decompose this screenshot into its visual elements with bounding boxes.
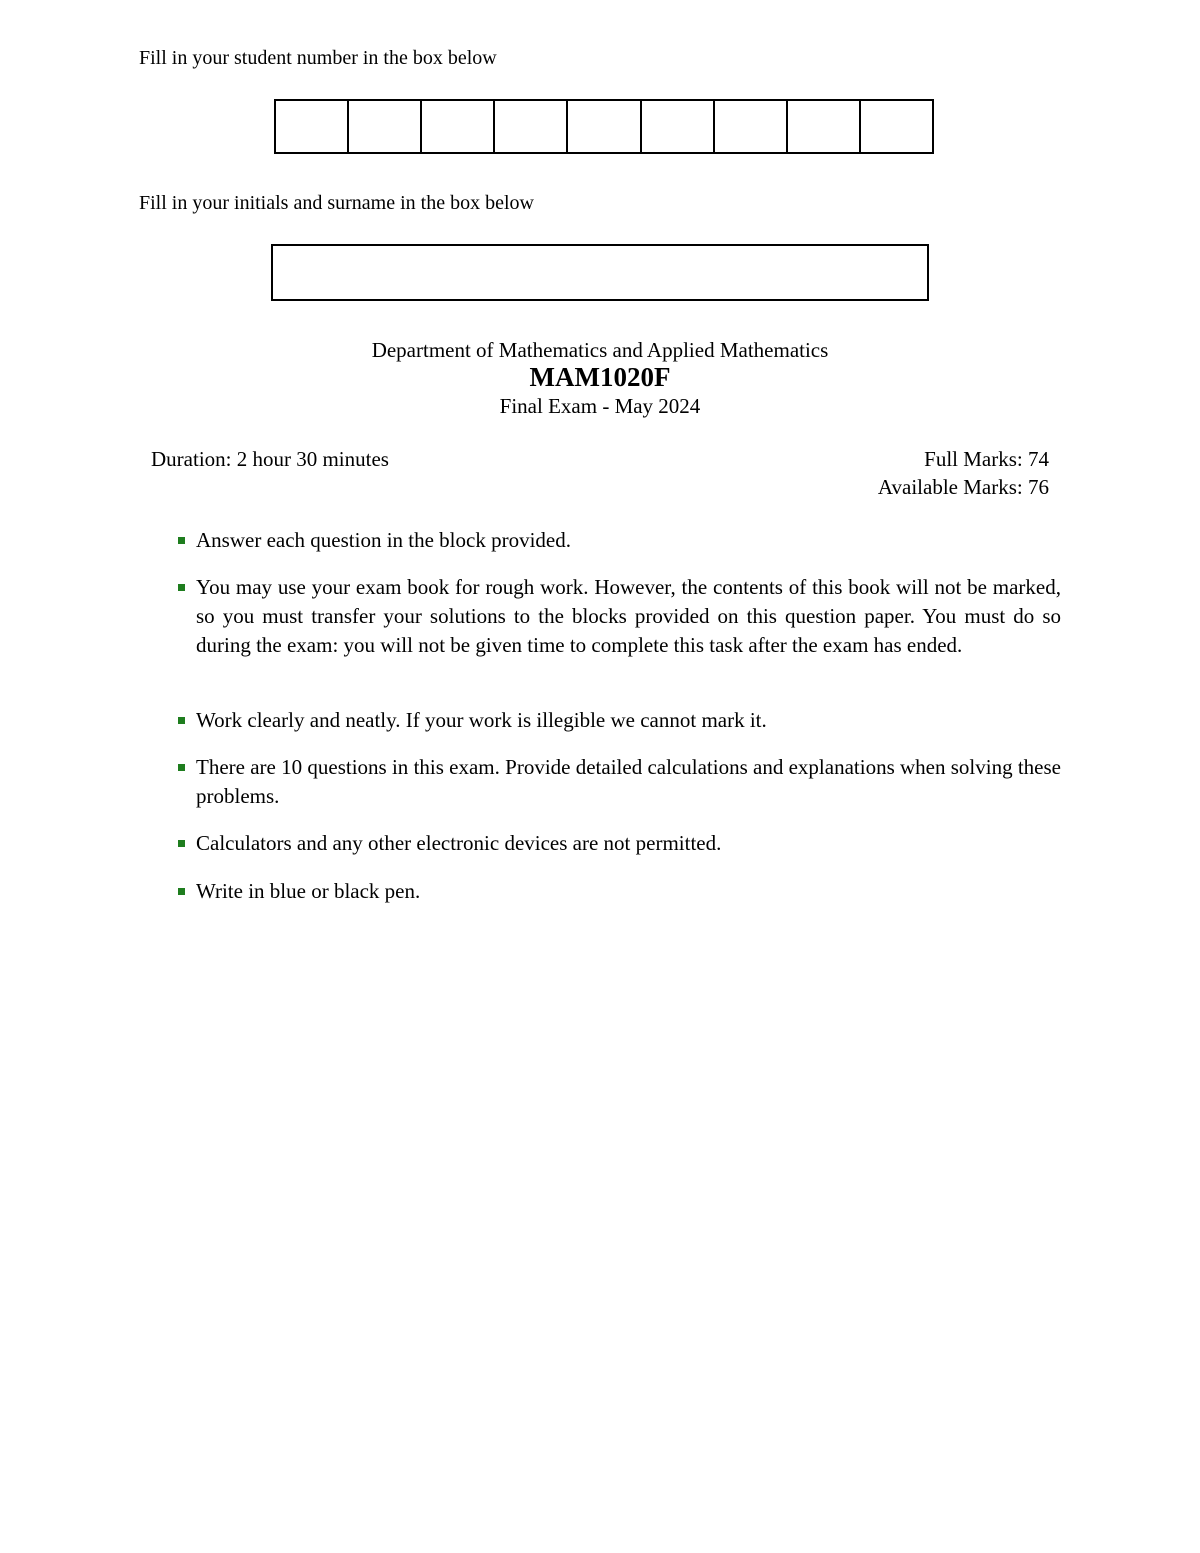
square-bullet-icon	[178, 717, 185, 724]
instruction-item	[196, 706, 1061, 735]
instruction-item	[196, 526, 1061, 555]
instruction-text: Calculators and any other electronic devices are not permitted.	[196, 831, 722, 855]
square-bullet-icon	[178, 537, 185, 544]
student-number-grid	[274, 99, 934, 154]
instruction-item	[196, 877, 1061, 906]
instruction-item	[196, 753, 1061, 811]
student-number-prompt: Fill in your student number in the box below	[139, 47, 497, 69]
department-name: Department of Mathematics and Applied Mathematics	[371, 338, 829, 362]
student-number-digit-box[interactable]	[715, 101, 788, 152]
instruction-text: Write in blue or black pen.	[196, 879, 421, 903]
full-marks: Full Marks: 74	[924, 447, 1049, 471]
exam-title: Final Exam - May 2024	[499, 394, 701, 418]
exam-duration: Duration: 2 hour 30 minutes	[151, 447, 389, 471]
student-number-digit-box[interactable]	[861, 101, 934, 152]
square-bullet-icon	[178, 584, 185, 591]
student-number-digit-box[interactable]	[495, 101, 568, 152]
student-number-digit-box[interactable]	[349, 101, 422, 152]
instruction-item	[196, 829, 1061, 858]
student-number-digit-box[interactable]	[276, 101, 349, 152]
instruction-text: Work clearly and neatly. If your work is illegible we cannot mark it.	[196, 708, 767, 732]
square-bullet-icon	[178, 888, 185, 895]
instruction-text: Answer each question in the block provided.	[196, 528, 571, 552]
student-number-digit-box[interactable]	[642, 101, 715, 152]
course-code: MAM1020F	[529, 362, 671, 392]
student-number-digit-box[interactable]	[788, 101, 861, 152]
available-marks: Available Marks: 76	[877, 475, 1049, 499]
name-prompt: Fill in your initials and surname in the box below	[139, 192, 534, 214]
student-number-digit-box[interactable]	[568, 101, 641, 152]
instruction-text: There are 10 questions in this exam. Provide detailed calculations and explanations when solving these problems.	[196, 755, 1061, 808]
instruction-text: You may use your exam book for rough work. However, the contents of this book will not be marked, so you must transfer your solutions to the blocks provided on this question paper. You must do so during the exam: you will not be given time to complete this task after the exam has ended.	[196, 575, 1061, 657]
name-entry-box[interactable]	[271, 244, 929, 301]
student-number-digit-box[interactable]	[422, 101, 495, 152]
square-bullet-icon	[178, 840, 185, 847]
square-bullet-icon	[178, 764, 185, 771]
instruction-item	[196, 573, 1061, 660]
